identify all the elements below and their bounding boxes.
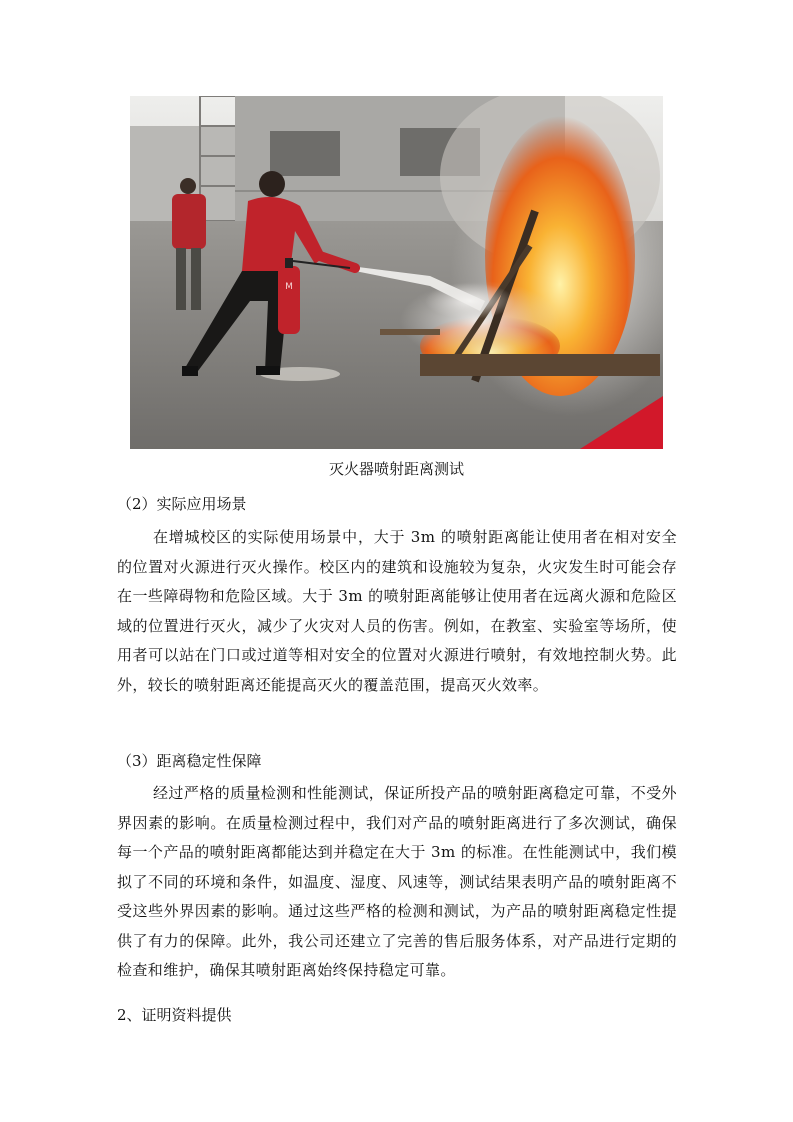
- section-heading-stability: （3）距离稳定性保障: [117, 752, 262, 770]
- section-heading-evidence: 2、证明资料提供: [117, 1006, 232, 1024]
- paragraph-application: 在增城校区的实际使用场景中，大于 3m 的喷射距离能让使用者在相对安全的位置对火源进行灭火操作。校区内的建筑和设施较为复杂，火灾发生时可能会存在一些障碍物和危险区域。大于 3m 的喷射距离能够让使用者在远离火源和危险区域的位置进行灭火，减少了火灾对人员的伤害。例如，在教室、实验室等场所，使用者可以站在门口或过道等相对安全的位置对火源进行喷射，有效地控制火势。此外，较长的喷射距离还能提高灭火的覆盖范围，提高灭火效率。: [117, 528, 677, 694]
- fire-extinguisher-test-photo: [130, 96, 663, 449]
- extinguisher-mark: M: [285, 282, 293, 292]
- paragraph-stability: 经过严格的质量检测和性能测试，保证所投产品的喷射距离稳定可靠，不受外界因素的影响。在质量检测过程中，我们对产品的喷射距离进行了多次测试，确保每一个产品的喷射距离都能达到并稳定在大于 3m 的标准。在性能测试中，我们模拟了不同的环境和条件，如温度、湿度、风速等，测试结果表明产品的喷射距离不受这些外界因素的影响。通过这些严格的检测和测试，为产品的喷射距离稳定性提供了有力的保障。此外，我公司还建立了完善的售后服务体系，对产品进行定期的检查和维护，确保其喷射距离始终保持稳定可靠。: [117, 784, 677, 979]
- figure-caption: 灭火器喷射距离测试: [328, 460, 464, 478]
- section-heading-application: （2）实际应用场景: [117, 495, 247, 513]
